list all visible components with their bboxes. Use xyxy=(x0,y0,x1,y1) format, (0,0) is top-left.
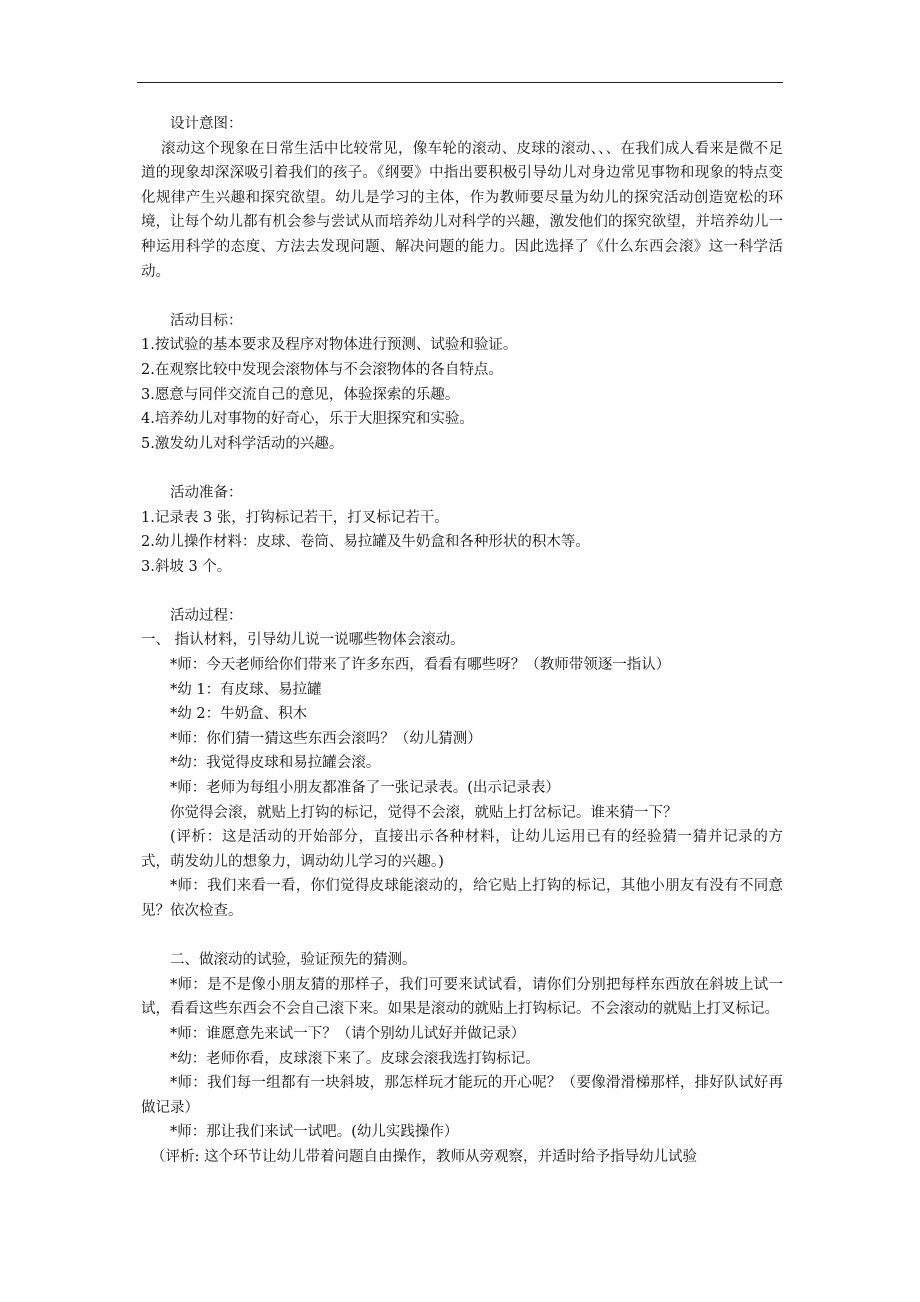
step2-comment: （评析: 这个环节让幼儿带着问题自由操作，教师从旁观察，并适时给予指导幼儿试验 xyxy=(151,1148,697,1165)
dialogue-line: *师：谁愿意先来试一下？（请个别幼儿试好并做记录） xyxy=(170,1025,526,1042)
goal-item: 5.激发幼儿对科学活动的兴趣。 xyxy=(141,435,344,452)
step1-title: 一、 指认材料，引导幼儿说一说哪些物体会滚动。 xyxy=(141,632,465,649)
step1-check: *师：我们来看一看，你们觉得皮球能滚动的，给它贴上打钩的标记，其他小朋友有没有不同意见？依次检查。 xyxy=(141,878,783,919)
dialogue-line: *师：我们每一组都有一块斜坡，那怎样玩才能玩的开心呢？（要像滑滑梯那样，排好队试好再做记录） xyxy=(141,1075,783,1116)
goal-item: 3.愿意与同伴交流自己的意见，体验探索的乐趣。 xyxy=(141,386,460,403)
header-rule xyxy=(137,82,783,83)
dialogue-line: 你觉得会滚，就贴上打钩的标记，觉得不会滚，就贴上打岔标记。谁来猜一下？ xyxy=(170,804,678,821)
dialogue-line: *师：今天老师给你们带来了许多东西，看看有哪些呀？（教师带领逐一指认） xyxy=(170,657,671,674)
dialogue-line: *师：是不是像小朋友猜的那样子，我们可要来试试看，请你们分别把每样东西放在斜坡上试一试，看看这些东西会不会自己滚下来。如果是滚动的就贴上打钩标记。不会滚动的就贴上打叉标记。 xyxy=(141,976,783,1018)
dialogue-line: *幼 2：牛奶盒、积木 xyxy=(170,706,308,723)
spacer xyxy=(141,579,783,604)
document-body xyxy=(141,112,783,1170)
goals-heading: 活动目标： xyxy=(170,312,243,329)
spacer xyxy=(141,924,783,949)
prep-item: 1.记录表 3 张，打钩标记若干，打叉标记若干。 xyxy=(141,509,449,526)
goal-item: 4.培养幼儿对事物的好奇心，乐于大胆探究和实验。 xyxy=(141,411,474,428)
dialogue-line: *师：那让我们来试一试吧。(幼儿实践操作） xyxy=(170,1124,459,1141)
prep-heading: 活动准备： xyxy=(170,484,243,501)
spacer xyxy=(141,284,783,309)
prep-item: 2.幼儿操作材料：皮球、卷筒、易拉罐及牛奶盒和各种形状的积木等。 xyxy=(141,534,590,551)
dialogue-line: *幼 1：有皮球、易拉罐 xyxy=(170,681,322,698)
intent-heading: 设计意图： xyxy=(170,116,243,132)
dialogue-line: *师：你们猜一猜这些东西会滚吗？（幼儿猜测） xyxy=(170,730,482,747)
dialogue-line: *幼：老师你看，皮球滚下来了。皮球会滚我选打钩标记。 xyxy=(170,1050,540,1067)
prep-item: 3.斜坡 3 个。 xyxy=(141,558,232,575)
spacer xyxy=(141,456,783,481)
step1-comment: (评析：这是活动的开始部分，直接出示各种材料，让幼儿运用已有的经验猜一猜并记录的方式，萌发幼儿的想象力，调动幼儿学习的兴趣。) xyxy=(141,829,783,870)
intent-paragraph: 滚动这个现象在日常生活中比较常见，像车轮的滚动、皮球的滚动、、、在我们成人看来是微不足道的现象却深深吸引着我们的孩子。《纲要》中指出要积极引导幼儿对身边常见事物和现象的特点变化规律产生兴趣和探究欲望。幼儿是学习的主体，作为教师要尽量为幼儿的探究活动创造宽松的环境，让每个幼儿都有机会参与尝试从而培养幼儿对科学的兴趣，激发他们的探究欲望，并培养幼儿一种运用科学的态度、方法去发现问题、解决问题的能力。因此选择了《什么东西会滚》这一科学活动。 xyxy=(141,140,783,280)
dialogue-line: *师：老师为每组小朋友都准备了一张记录表。(出示记录表） xyxy=(170,780,560,797)
goal-item: 2.在观察比较中发现会滚物体与不会滚物体的各自特点。 xyxy=(141,361,503,378)
goal-item: 1.按试验的基本要求及程序对物体进行预测、试验和验证。 xyxy=(141,337,518,354)
dialogue-line: *幼：我觉得皮球和易拉罐会滚。 xyxy=(170,755,381,772)
step2-title: 二、做滚动的试验，验证预先的猜测。 xyxy=(170,952,417,969)
process-heading: 活动过程： xyxy=(170,607,243,624)
